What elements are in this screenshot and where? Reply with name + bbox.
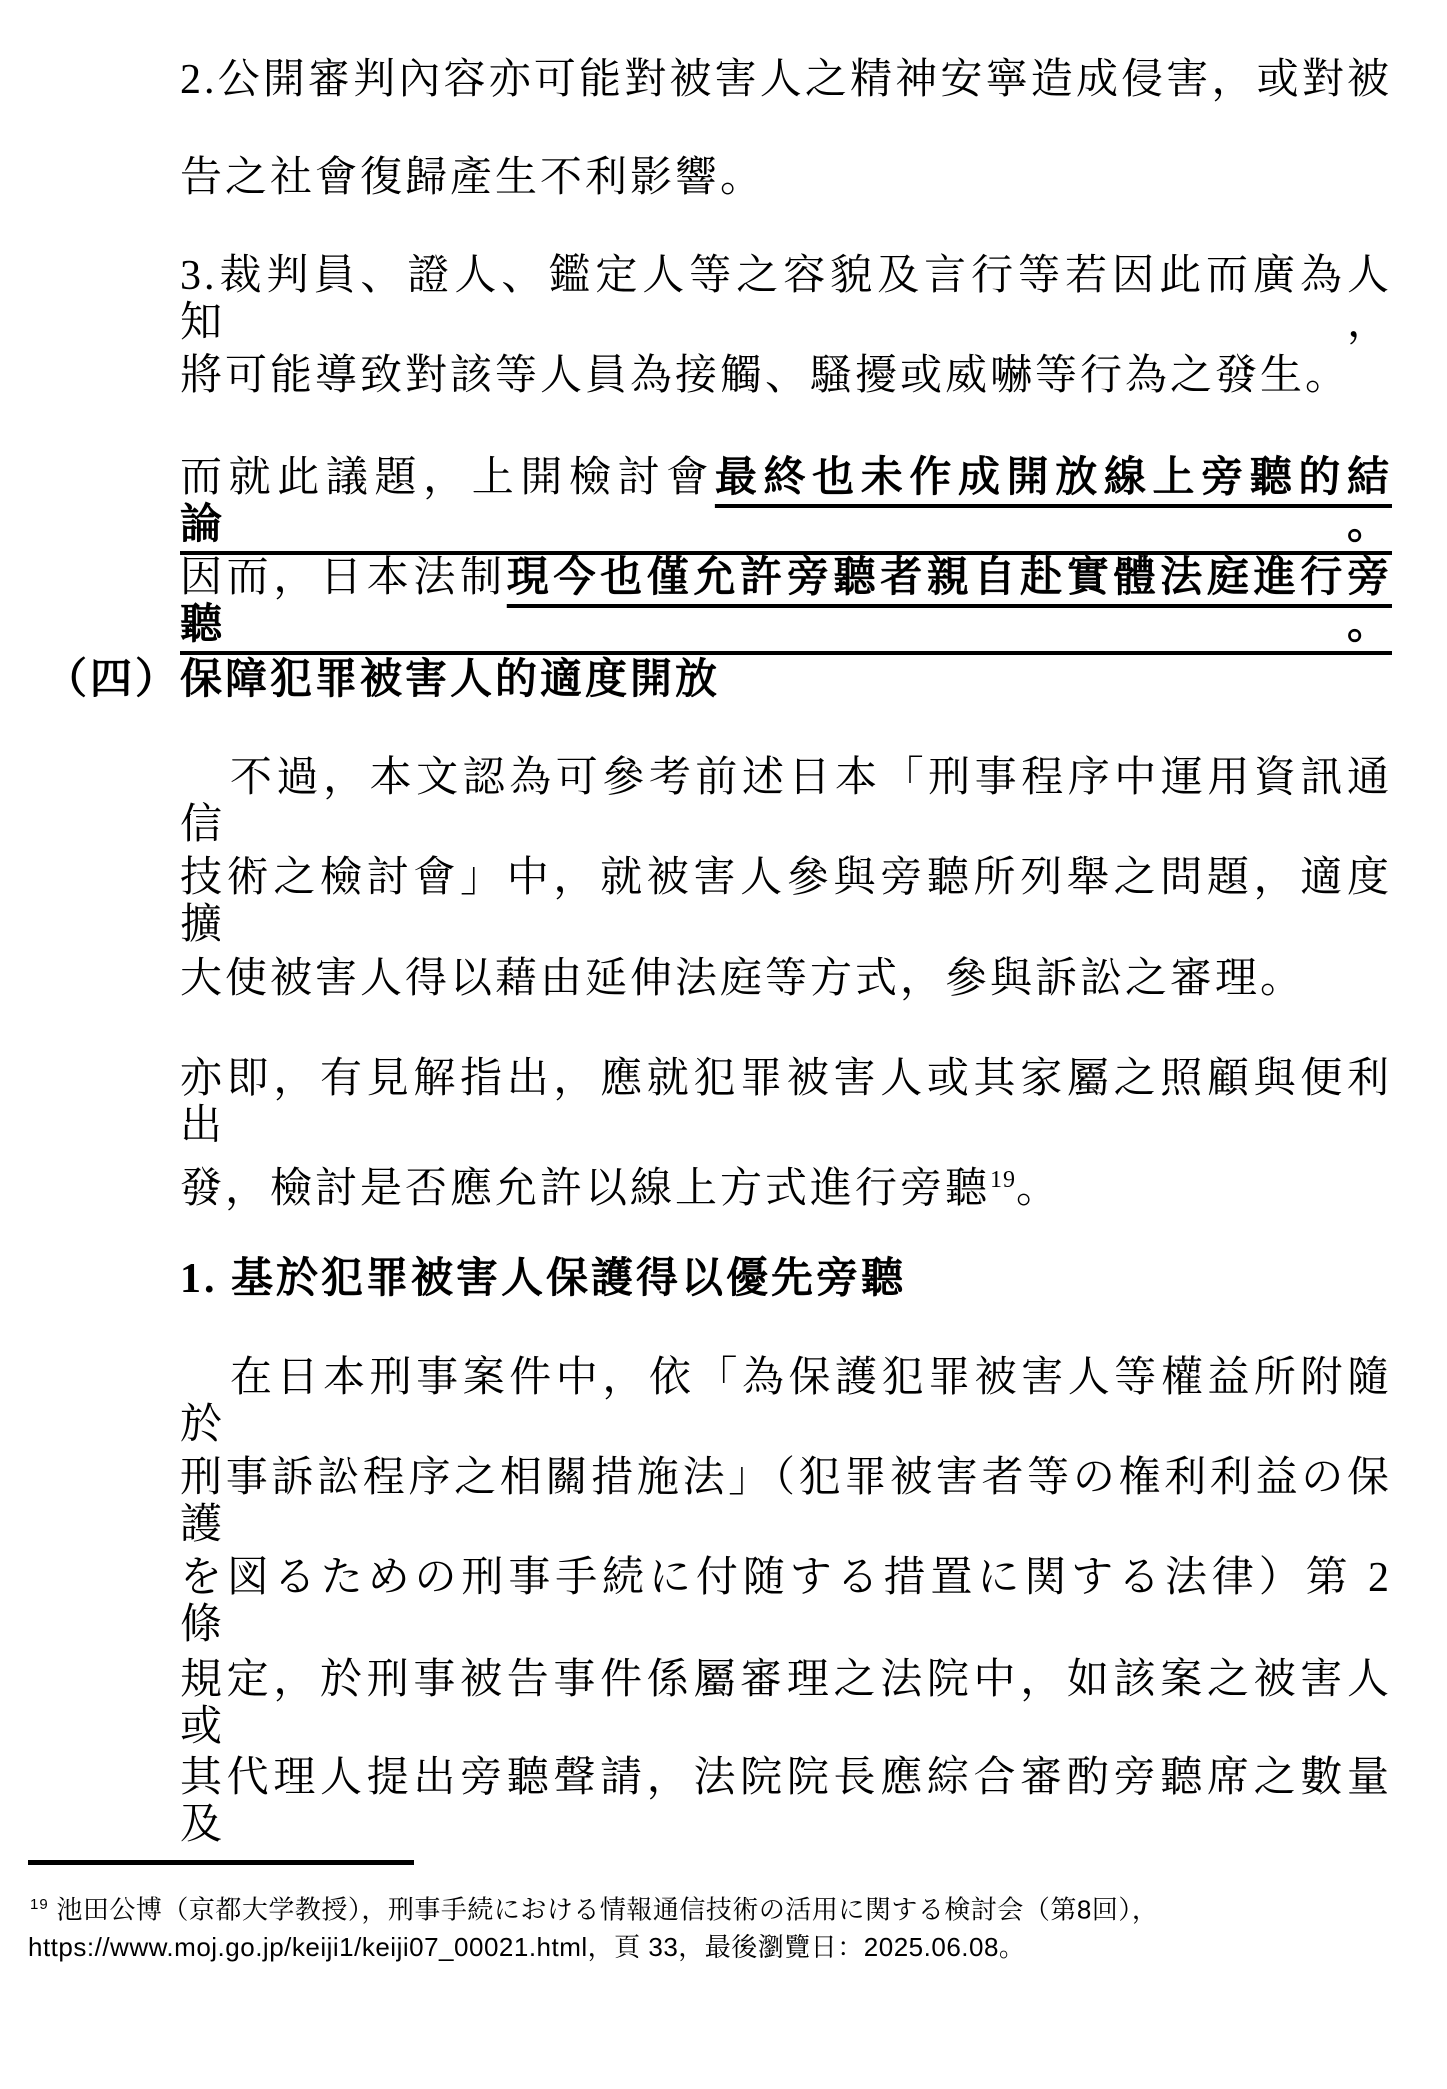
body-line <box>180 155 765 202</box>
body-line <box>180 1657 1392 1751</box>
body-line <box>180 1755 1392 1849</box>
text-segment: を図るための刑事手続に付随する措置に関する法律）第 2 條 <box>180 1555 1392 1648</box>
body-line <box>180 353 1350 400</box>
text-segment: 告之社會復歸產生不利影響。 <box>180 155 766 201</box>
text-segment: 將可能導致對該等人員為接觸、騷擾或威嚇等行為之發生。 <box>180 353 1351 399</box>
body-line <box>180 1157 1061 1213</box>
text-segment: https://www.moj.go.jp/keiji1/keiji07_00021.html，頁 33，最後瀏覽日：2025.06.08。 <box>28 1932 1026 1962</box>
footnote-line <box>30 1888 1158 1927</box>
text-segment: 池田公博（京都大学教授），刑事手続における情報通信技術の活用に関する検討会（第8回）， <box>48 1894 1159 1925</box>
body-line <box>180 1056 1392 1150</box>
footnote-line <box>28 1931 1025 1964</box>
text-segment: 保障犯罪被害人的適度開放 <box>180 657 721 703</box>
text-segment: （四） <box>45 657 181 703</box>
text-segment: 技術之檢討會」中，就被害人參與旁聽所列舉之問題，適度擴 <box>180 855 1392 948</box>
emphasized-text: 最終也未作成開放線上旁聽的結論。 <box>180 455 1392 548</box>
text-segment: 。 <box>1016 1166 1062 1212</box>
text-segment: 2.公開審判內容亦可能對被害人之精神安寧造成侵害，或對被 <box>180 57 1392 103</box>
text-segment: 3.裁判員、證人、鑑定人等之容貌及言行等若因此而廣為人知， <box>180 253 1392 346</box>
text-segment: 在日本刑事案件中，依「為保護犯罪被害人等權益所附隨於 <box>180 1355 1392 1448</box>
section-number <box>45 657 180 704</box>
text-segment: 大使被害人得以藉由延伸法庭等方式，參與訴訟之審理。 <box>180 956 1306 1002</box>
section-heading <box>180 657 720 704</box>
body-line <box>180 755 1392 849</box>
body-line <box>180 1555 1392 1649</box>
text-segment: 亦即，有見解指出，應就犯罪被害人或其家屬之照顧與便利出 <box>180 1056 1392 1149</box>
text-segment: 規定，於刑事被告事件係屬審理之法院中，如該案之被害人或 <box>180 1657 1392 1750</box>
text-segment: 刑事訴訟程序之相關措施法」（犯罪被害者等の権利利益の保護 <box>180 1455 1392 1548</box>
text-segment: 而就此議題，上開檢討會 <box>180 455 715 501</box>
text-segment: 因而，日本法制 <box>180 555 507 601</box>
body-line <box>180 555 1392 649</box>
text-segment: 1. 基於犯罪被害人保護得以優先旁聽 <box>180 1256 907 1302</box>
text-segment: 其代理人提出旁聽聲請，法院院長應綜合審酌旁聽席之數量及 <box>180 1755 1392 1848</box>
emphasized-text: 現今也僅允許旁聽者親自赴實體法庭進行旁聽。 <box>180 555 1392 648</box>
body-line <box>180 253 1392 347</box>
body-line <box>180 57 1392 104</box>
subsection-heading <box>180 1256 906 1303</box>
body-line <box>180 1455 1392 1549</box>
footnote-separator <box>28 1860 414 1865</box>
body-line <box>180 455 1392 549</box>
footnote-ref-19: 19 <box>990 1167 1017 1193</box>
text-segment: 不過，本文認為可參考前述日本「刑事程序中運用資訊通信 <box>180 755 1392 848</box>
body-line <box>180 956 1305 1003</box>
text-segment: 發，檢討是否應允許以線上方式進行旁聽 <box>180 1166 991 1212</box>
footnote-number: 19 <box>30 1896 49 1913</box>
body-line <box>180 855 1392 949</box>
body-line <box>180 1355 1392 1449</box>
